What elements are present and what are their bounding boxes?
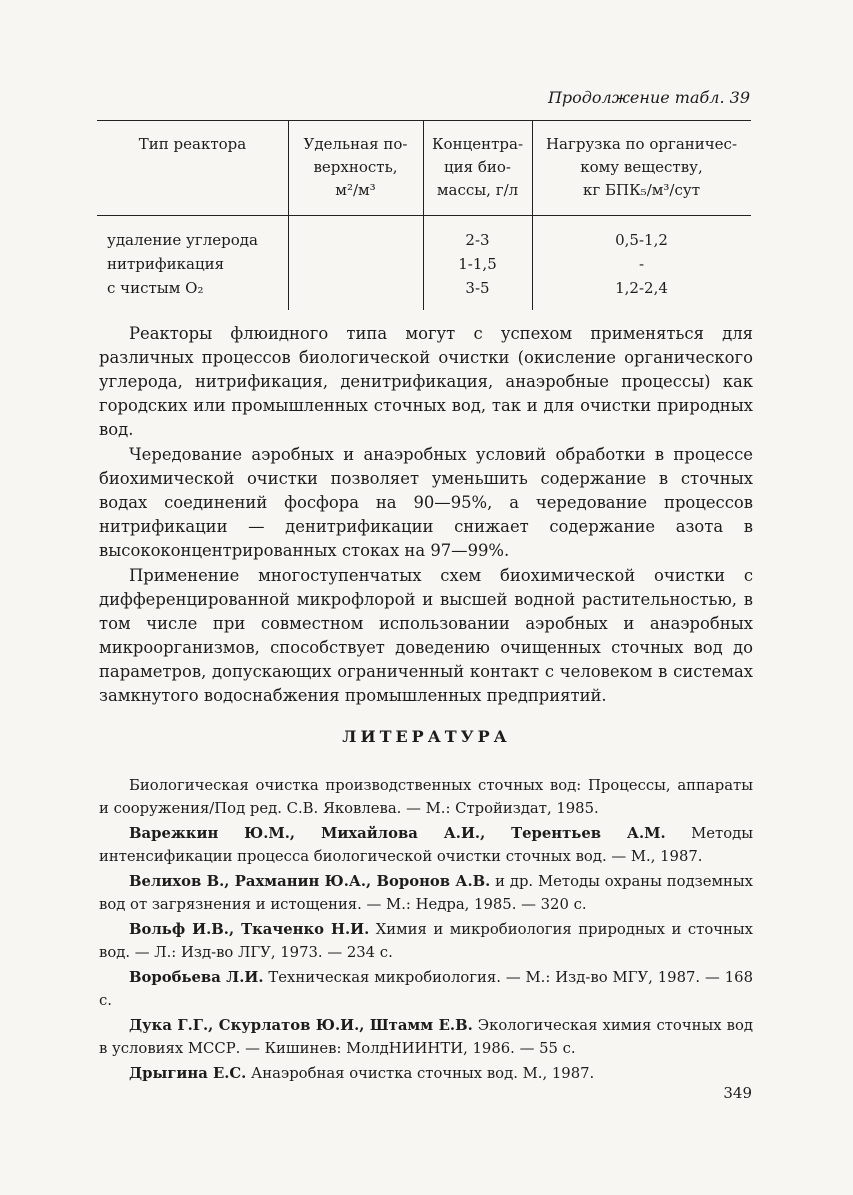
section-title: ЛИТЕРАТУРА bbox=[342, 727, 511, 746]
header-biomass-concentration: Концентра- ция био- массы, г/л bbox=[431, 135, 524, 199]
reference-item bbox=[99, 822, 753, 868]
reference-item bbox=[99, 1014, 753, 1060]
reference-text: Техническая микробиология. — М.: Изд-во МГУ, 1987. — 168 с. bbox=[99, 969, 753, 1009]
reference-authors: Варежкин Ю.М., Михайлова А.И., Терентьев А.М. bbox=[129, 825, 666, 842]
reference-text: Экологическая химия сточных вод в условиях МССР. — Кишинев: МолдНИИНТИ, 1986. — 55 с. bbox=[99, 1017, 754, 1057]
reference-item bbox=[99, 1062, 753, 1085]
reactor-table bbox=[97, 120, 751, 310]
body-paragraph: Применение многоступенчатых схем биохимической очистки с дифференцированной микрофлорой и высшей водной растительностью, в том числе при совместном использовании аэробных и анаэробных микроорганизмов, способствует доведению очищенных сточных вод до параметров, допускающих ограниченный контакт с человеком в системах замкнутого водоснабжения промышленных предприятий. bbox=[99, 566, 753, 706]
table-continuation-caption: Продолжение табл. 39 bbox=[547, 88, 750, 107]
header-organic-load: Нагрузка по органичес- кому веществу, кг БПК₅/м³/сут bbox=[545, 135, 738, 199]
reference-item bbox=[99, 870, 753, 916]
reference-item bbox=[99, 966, 753, 1012]
page-number: 349 bbox=[723, 1084, 752, 1102]
biomass-concentration-cell: 2-3 1-1,5 3-5 bbox=[458, 231, 497, 297]
reference-item bbox=[99, 918, 753, 964]
header-specific-surface: Удельная по- верхность, м²/м³ bbox=[303, 135, 408, 199]
reference-text: Анаэробная очистка сточных вод. М., 1987. bbox=[246, 1065, 595, 1082]
reference-text: Биологическая очистка производственных сточных вод: Процессы, аппараты и сооружения/Под ред. С.В. Яковлева. — М.: Стройиздат, 1985. bbox=[99, 777, 753, 817]
reference-text: и др. Методы охраны подземных вод от загрязнения и истощения. — М.: Недра, 1985. — 320 с. bbox=[99, 873, 753, 913]
reference-text: Химия и микробиология природных и сточных вод. — Л.: Изд-во ЛГУ, 1973. — 234 с. bbox=[99, 921, 753, 961]
body-paragraph: Чередование аэробных и анаэробных условий обработки в процессе биохимической очистки позволяет уменьшить содержание в сточных водах соединений фосфора на 90—95%, а чередование процессов нитрификации — денитрификации снижает содержание азота в высококонцентрированных стоках на 97—99%. bbox=[99, 445, 753, 561]
organic-load-cell: 0,5-1,2 - 1,2-2,4 bbox=[615, 231, 668, 297]
reference-text: Методы интенсификации процесса биологической очистки сточных вод. — М., 1987. bbox=[99, 825, 754, 865]
reference-authors: Вольф И.В., Ткаченко Н.И. bbox=[129, 921, 370, 938]
reference-authors: Дрыгина Е.С. bbox=[129, 1065, 247, 1082]
reactor-type-cell: удаление углерода нитрификация с чистым O₂ bbox=[107, 231, 258, 297]
reference-item bbox=[99, 774, 753, 820]
reference-authors: Дука Г.Г., Скурлатов Ю.И., Штамм Е.В. bbox=[129, 1017, 473, 1034]
table-top-rule bbox=[97, 120, 751, 121]
reference-authors: Велихов В., Рахманин Ю.А., Воронов А.В. bbox=[129, 873, 491, 890]
body-paragraph: Реакторы флюидного типа могут с успехом применяться для различных процессов биологической очистки (окисление органического углерода, нитрификация, денитрификация, анаэробные процессы) как городских или промышленных сточных вод, так и для очистки природных вод. bbox=[99, 324, 753, 440]
table-header-rule bbox=[97, 215, 751, 216]
reference-authors: Воробьева Л.И. bbox=[129, 969, 264, 986]
header-reactor-type: Тип реактора bbox=[138, 135, 247, 153]
